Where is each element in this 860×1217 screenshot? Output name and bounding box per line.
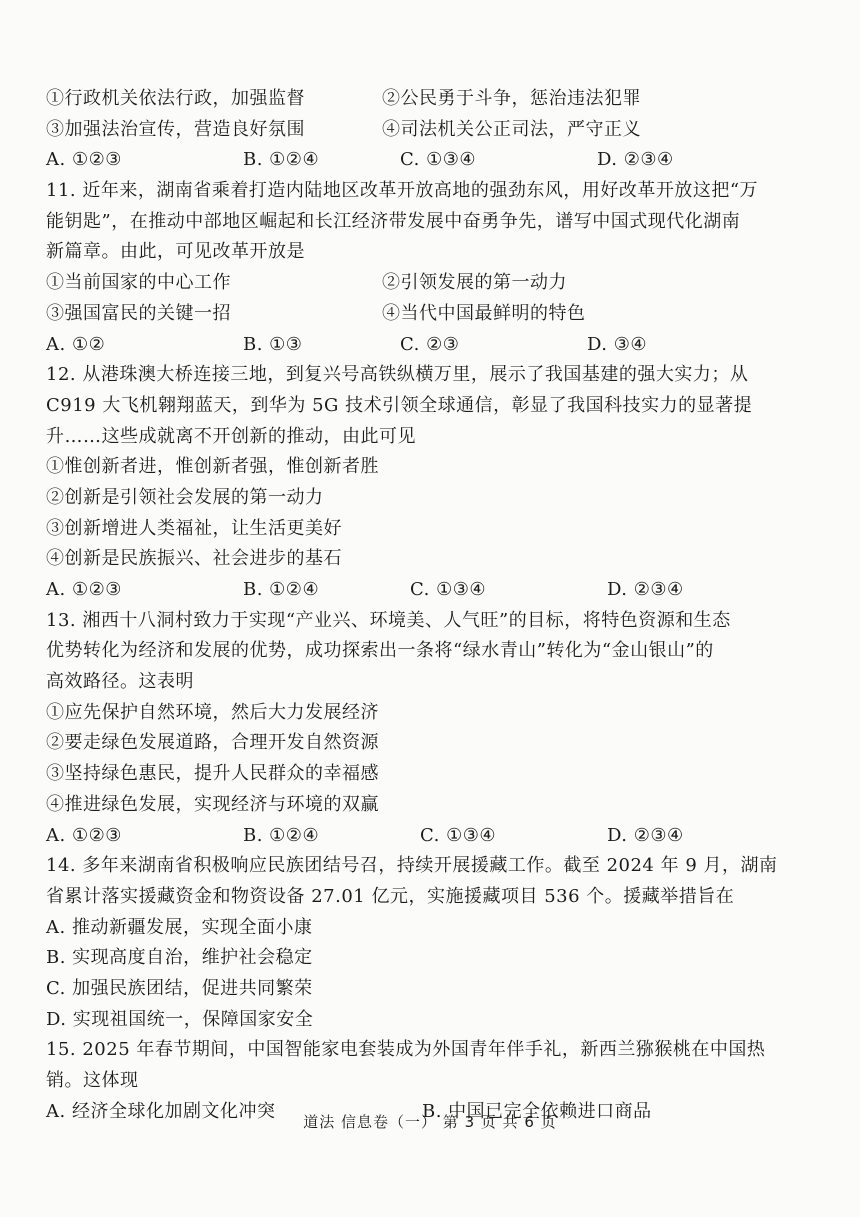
q13-options [46, 821, 820, 852]
q12-stem-line-2: C919 大飞机翱翔蓝天，到华为 5G 技术引领全球通信，彰显了我国科技实力的显著提 [46, 394, 753, 416]
q10-statements-row-2 [46, 115, 820, 146]
q13-stem-line-1: 13. 湘西十八洞村致力于实现“产业兴、环境美、人气旺”的目标，将特色资源和生态 [46, 609, 731, 631]
q11-statement-4: ④当代中国最鲜明的特色 [382, 302, 586, 324]
q12-option-c: C. ①③④ [410, 579, 486, 600]
q11-statement-1: ①当前国家的中心工作 [46, 272, 231, 294]
q11-statement-3: ③强国富民的关键一招 [46, 302, 231, 324]
q14-stem-line-2: 省累计落实援藏资金和物资设备 27.01 亿元，实施援藏项目 536 个。援藏举措旨在 [46, 885, 735, 907]
q11-statements-row-2 [46, 299, 820, 330]
q11-option-a: A. ①② [46, 333, 106, 355]
q11-statements-row-1 [46, 268, 820, 299]
q13-stem-line-3: 高效路径。这表明 [46, 671, 194, 693]
q10-option-b: B. ①②④ [243, 149, 320, 171]
q10-statement-4: ④司法机关公正司法，严守正义 [382, 118, 641, 140]
q10-statements-row-1 [46, 84, 820, 115]
q12-statement-2: ②创新是引领社会发展的第一动力 [46, 486, 324, 508]
q12-stem-line-1: 12. 从港珠澳大桥连接三地，到复兴号高铁纵横万里，展示了我国基建的强大实力；从 [46, 364, 749, 386]
q12-statement-4: ④创新是民族振兴、社会进步的基石 [46, 548, 342, 570]
q11-stem-line-2: 能钥匙”，在推动中部地区崛起和长江经济带发展中奋勇争先，谱写中国式现代化湖南 [46, 210, 741, 232]
q11-option-d: D. ③④ [587, 333, 648, 355]
q12-option-d: D. ②③④ [607, 579, 684, 600]
q13-statement-4: ④推进绿色发展，实现经济与环境的双赢 [46, 793, 379, 815]
q10-statement-1: ①行政机关依法行政，加强监督 [46, 88, 305, 109]
q12-stem-line-3: 升……这些成就离不开创新的推动，由此可见 [46, 425, 416, 447]
q10-option-c: C. ①③④ [400, 149, 476, 171]
q15-stem-line-1: 15. 2025 年春节期间，中国智能家电套装成为外国青年伴手礼，新西兰猕猴桃在中国热 [46, 1039, 766, 1061]
q13-statement-1: ①应先保护自然环境，然后大力发展经济 [46, 701, 379, 723]
q15-option-a: A. 经济全球化加剧文化冲突 [46, 1100, 276, 1122]
q14-option-a: A. 推动新疆发展，实现全面小康 [46, 916, 313, 938]
q13-option-a: A. ①②③ [46, 824, 122, 846]
q11-stem-line-3: 新篇章。由此，可见改革开放是 [46, 241, 305, 263]
q11-statement-2: ②引领发展的第一动力 [382, 272, 567, 294]
q10-statement-2: ②公民勇于斗争，惩治违法犯罪 [382, 88, 641, 109]
q13-option-d: D. ②③④ [607, 824, 684, 846]
q12-option-a: A. ①②③ [46, 579, 122, 600]
q15-option-b: B. 中国已完全依赖进口商品 [422, 1100, 652, 1122]
q12-statement-3: ③创新增进人类福祉，让生活更美好 [46, 517, 342, 539]
q10-statement-3: ③加强法治宣传，营造良好氛围 [46, 118, 305, 140]
q12-option-b: B. ①②④ [243, 579, 320, 600]
q13-statement-2: ②要走绿色发展道路，合理开发自然资源 [46, 732, 379, 754]
q13-statement-3: ③坚持绿色惠民，提升人民群众的幸福感 [46, 763, 379, 785]
q11-options [46, 330, 820, 361]
q10-options [46, 145, 820, 176]
q10-option-d: D. ②③④ [597, 149, 674, 171]
q13-stem-line-2: 优势转化为经济和发展的优势，成功探索出一条将“绿水青山”转化为“金山银山”的 [46, 640, 714, 662]
q11-stem-line-1: 11. 近年来，湖南省乘着打造内陆地区改革开放高地的强劲东风，用好改革开放这把“万 [46, 180, 759, 202]
q12-options [46, 575, 820, 606]
q13-option-b: B. ①②④ [243, 824, 320, 846]
q14-stem-line-1: 14. 多年来湖南省积极响应民族团结号召，持续开展援藏工作。截至 2024 年 9 月，湖南 [46, 855, 778, 877]
q14-option-b: B. 实现高度自治，维护社会稳定 [46, 947, 313, 969]
q15-stem-line-2: 销。这体现 [46, 1070, 139, 1091]
q10-option-a: A. ①②③ [46, 149, 122, 171]
q14-option-d: D. 实现祖国统一，保障国家安全 [46, 1008, 314, 1030]
q11-option-b: B. ①③ [243, 333, 303, 355]
page-footer: 道法 信息卷（一） 第 3 页 共 6 页 [303, 1113, 557, 1131]
q11-option-c: C. ②③ [400, 333, 460, 355]
q13-option-c: C. ①③④ [420, 824, 496, 846]
q12-statement-1: ①惟创新者进，惟创新者强，惟创新者胜 [46, 456, 379, 478]
q14-option-c: C. 加强民族团结，促进共同繁荣 [46, 977, 313, 999]
